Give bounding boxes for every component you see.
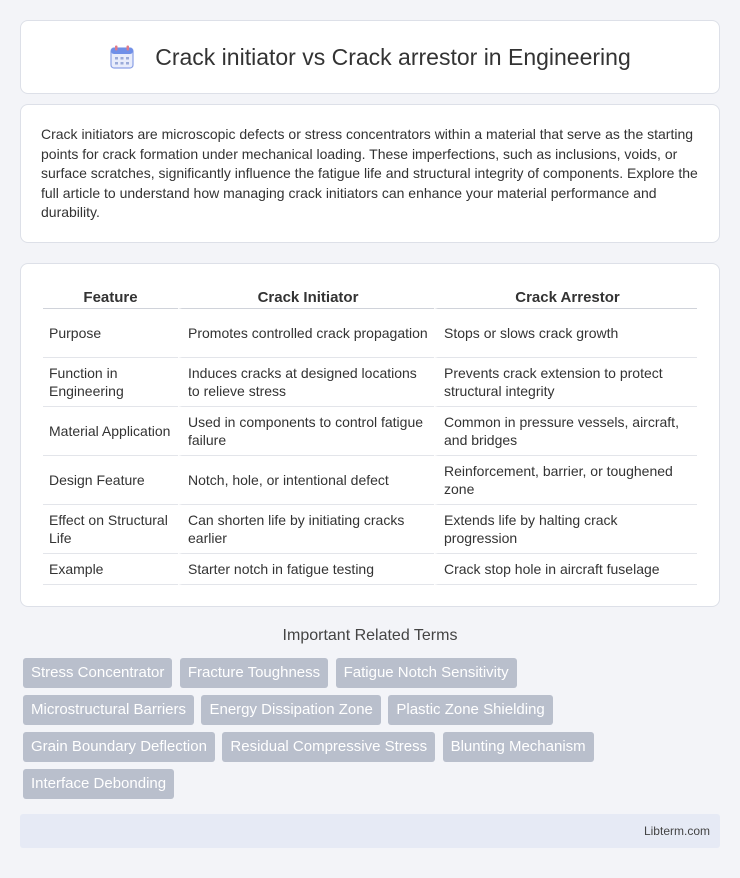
table-cell: Crack stop hole in aircraft fuselage [434,554,697,585]
table-cell: Starter notch in fatigue testing [178,554,434,585]
calendar-icon [109,44,135,70]
table-cell: Can shorten life by initiating cracks earlier [178,505,434,554]
header-card [20,20,720,94]
footer [20,814,720,848]
table-header-row [43,284,697,309]
table-cell: Prevents crack extension to protect structural integrity [434,358,697,407]
table-cell: Extends life by halting crack progression [434,505,697,554]
table-cell: Design Feature [43,456,178,505]
related-term-tag[interactable]: Energy Dissipation Zone [201,695,380,725]
table-cell: Material Application [43,407,178,456]
related-term-tag[interactable]: Microstructural Barriers [23,695,194,725]
column-header: Crack Arrestor [434,284,697,309]
related-term-tag[interactable]: Plastic Zone Shielding [388,695,552,725]
comparison-table [43,284,697,585]
intro-card [20,104,720,243]
intro-text: Crack initiators are microscopic defects or stress concentrators within a material that serve as the starting points for crack formation under mechanical loading. These imperfections, such as inclusions, voids, or surface scratches, significantly influence the fatigue life and structural integrity of components. Explore the full article to understand how managing crack initiators can enhance your material performance and durability. [41,126,698,221]
related-terms-title: Important Related Terms [282,627,458,644]
related-term-tag[interactable]: Interface Debonding [23,769,174,799]
table-cell: Common in pressure vessels, aircraft, and bridges [434,407,697,456]
table-row [43,505,697,554]
related-term-tag[interactable]: Grain Boundary Deflection [23,732,215,762]
column-header: Crack Initiator [178,284,434,309]
related-terms-list [23,658,723,806]
related-term-tag[interactable]: Blunting Mechanism [443,732,594,762]
table-row [43,309,697,358]
table-cell: Effect on Structural Life [43,505,178,554]
table-cell: Stops or slows crack growth [434,309,697,358]
table-row [43,554,697,585]
comparison-table-card [20,263,720,607]
page-title: Crack initiator vs Crack arrestor in Engineering [155,43,631,70]
table-cell: Purpose [43,309,178,358]
related-term-tag[interactable]: Fracture Toughness [180,658,328,688]
related-term-tag[interactable]: Fatigue Notch Sensitivity [336,658,517,688]
related-term-tag[interactable]: Stress Concentrator [23,658,172,688]
table-cell: Induces cracks at designed locations to relieve stress [178,358,434,407]
column-header: Feature [43,284,178,309]
table-row [43,456,697,505]
related-term-tag[interactable]: Residual Compressive Stress [222,732,435,762]
footer-site-link[interactable]: Libterm.com [643,824,710,838]
table-row [43,358,697,407]
table-cell: Function in Engineering [43,358,178,407]
table-cell: Notch, hole, or intentional defect [178,456,434,505]
table-row [43,407,697,456]
table-cell: Promotes controlled crack propagation [178,309,434,358]
table-cell: Used in components to control fatigue failure [178,407,434,456]
table-cell: Reinforcement, barrier, or toughened zone [434,456,697,505]
table-cell: Example [43,554,178,585]
